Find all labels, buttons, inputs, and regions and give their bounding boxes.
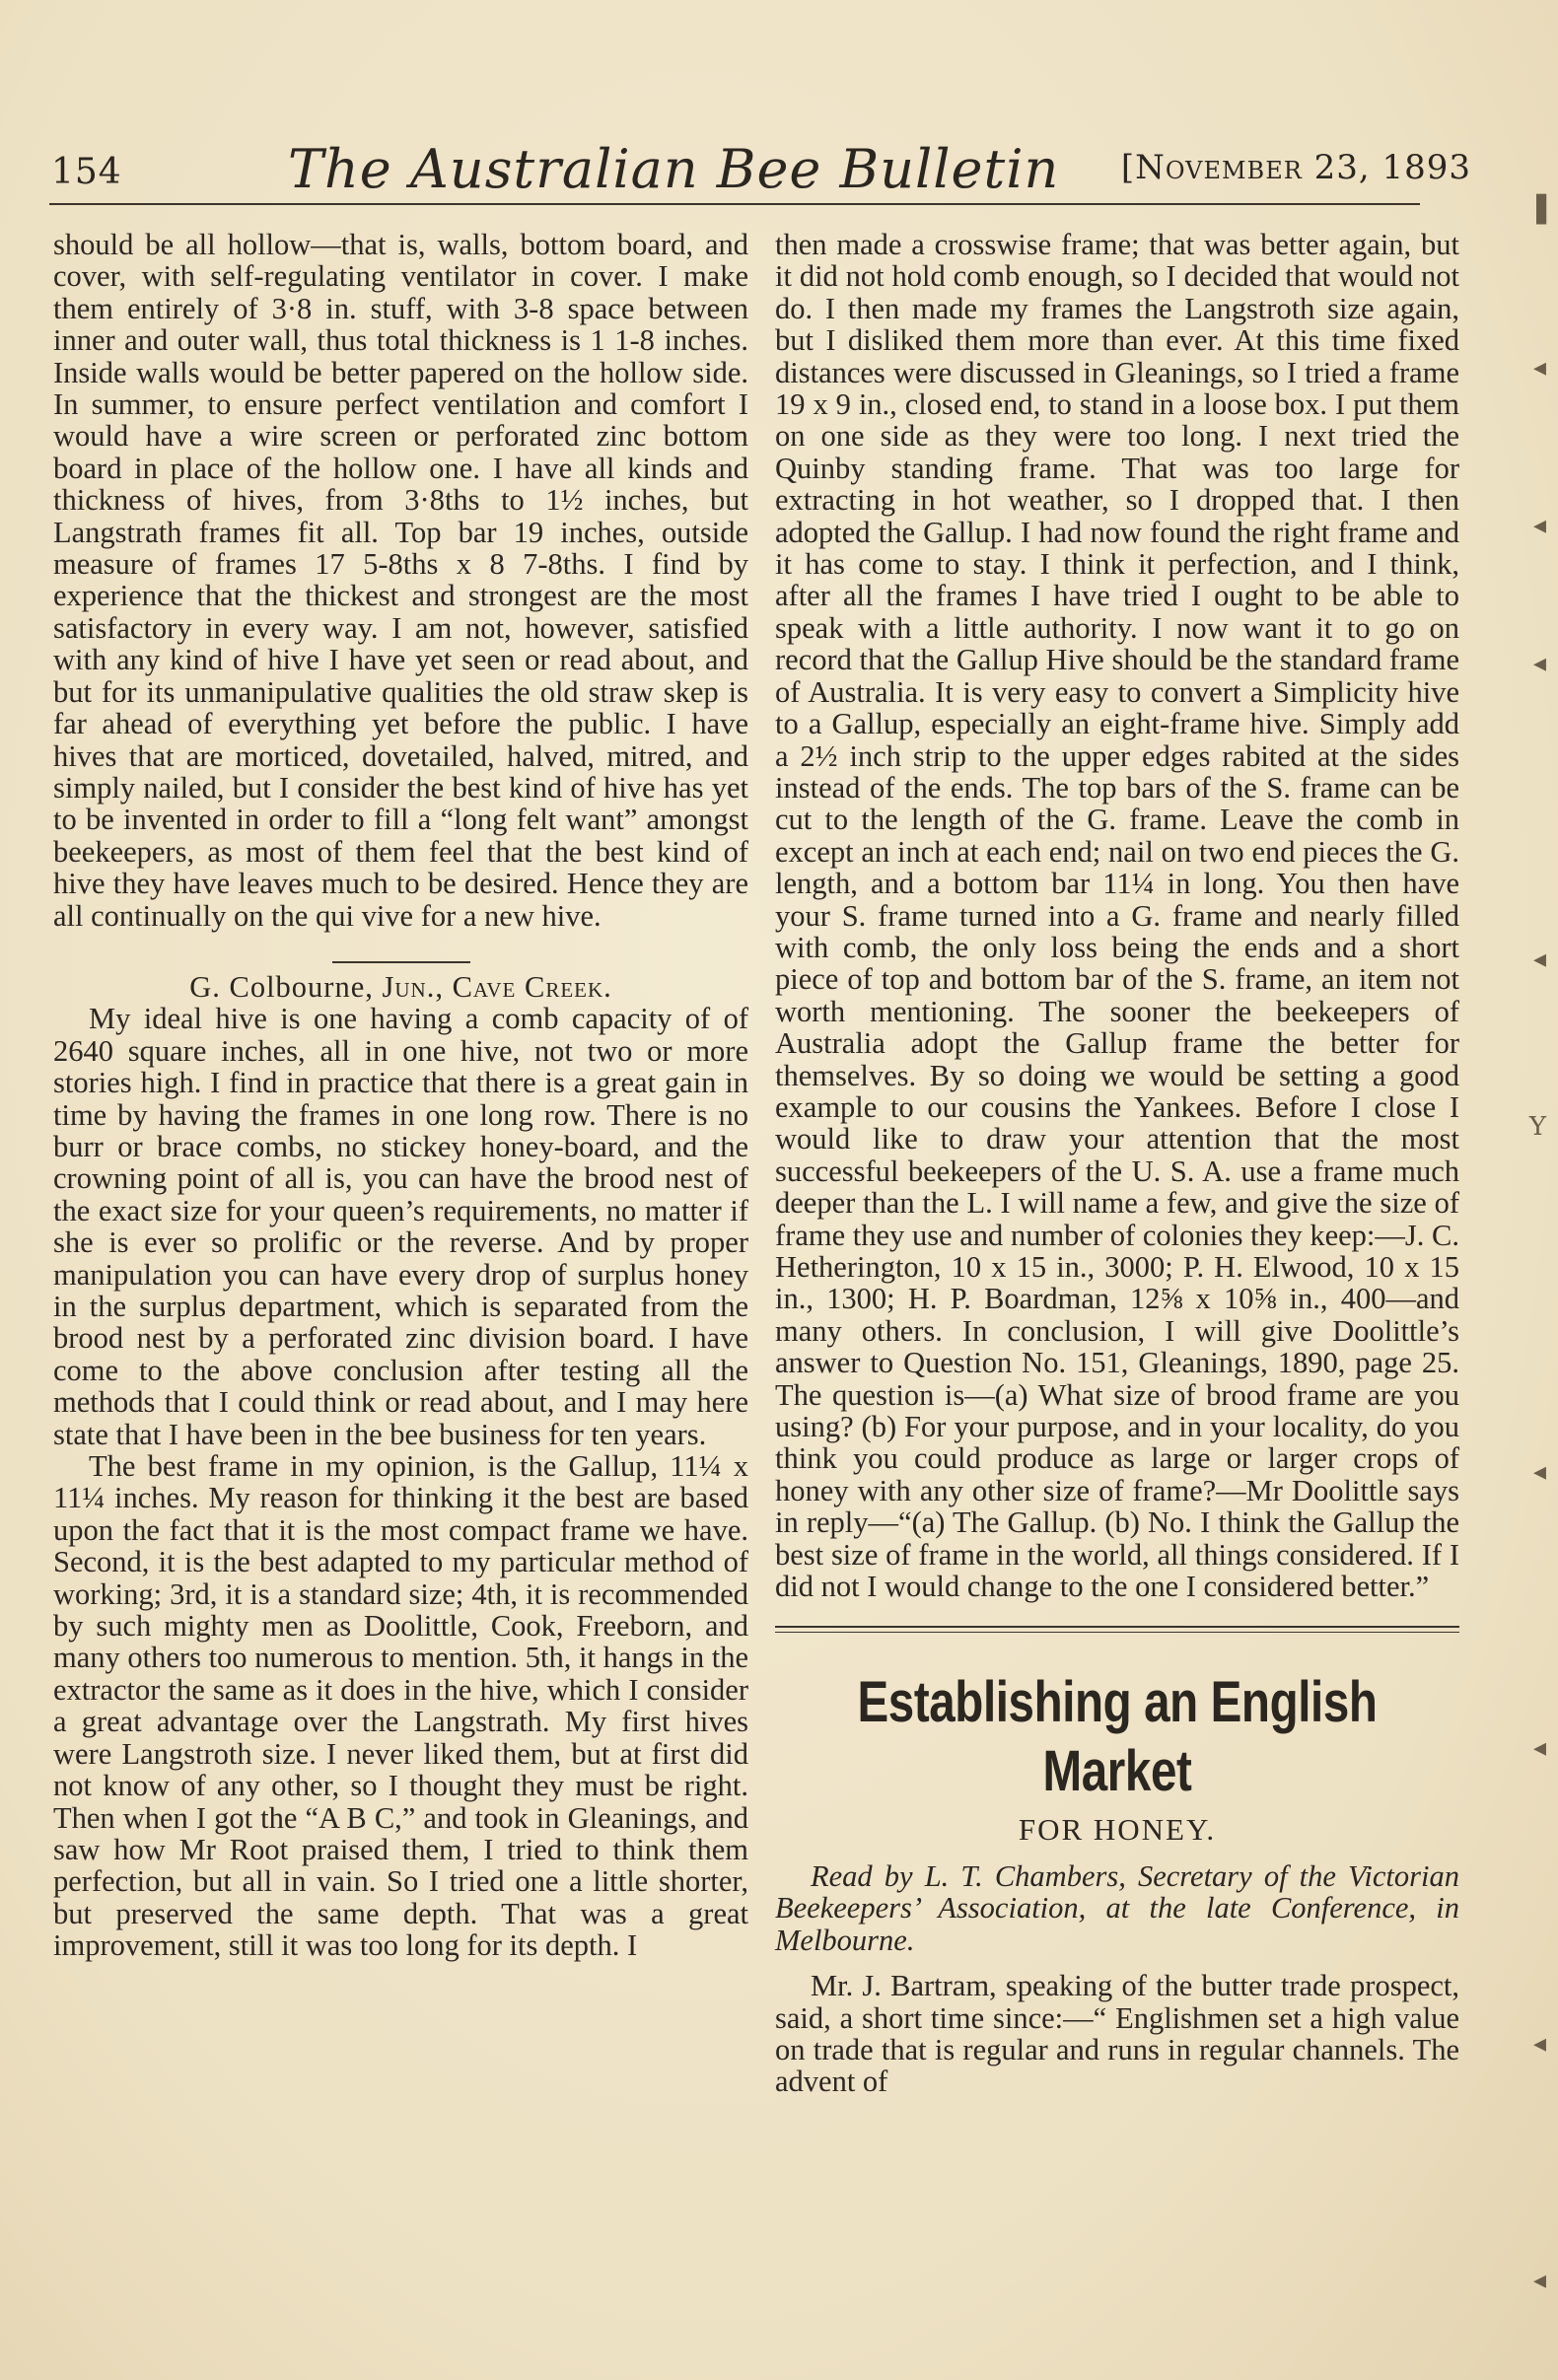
edge-mark: ◂ bbox=[1532, 353, 1546, 383]
edge-mark: ▐ bbox=[1526, 195, 1546, 225]
contributor-heading bbox=[53, 971, 748, 1003]
edge-mark: ◂ bbox=[1532, 2029, 1546, 2059]
issue-date: [November 23, 1893 bbox=[1120, 148, 1471, 187]
article-divider bbox=[775, 1626, 1459, 1628]
edge-mark: ◂ bbox=[1532, 1457, 1546, 1487]
edge-mark: ◂ bbox=[1532, 1733, 1546, 1763]
header-rule bbox=[49, 203, 1420, 205]
article-title: Establishing an English Market bbox=[857, 1670, 1378, 1804]
article-divider-thin bbox=[775, 1632, 1459, 1633]
page-header bbox=[51, 138, 1471, 207]
body-paragraph: then made a crosswise frame; that was better again, but it did not hold comb enough, so I decided that would not do. I then made my frames the Langstroth size again, but I disliked them more than ever. At this time fixed distances were discussed in Gleanings, so I tried a frame 19 x 9 in., closed end, to stand in a loose box. I put them on one side as they were too long. I next tried the Quinby standing frame. That was too large for extracting in hot weather, so I dropped that. I then adopted the Gallup. I had now found the right frame and it has come to stay. I think it perfection, and I think, after all the frames I have tried I ought to be able to speak with a little authority. I now want it to go on record that the Gallup Hive should be the standard frame of Australia. It is very easy to convert a Simplicity hive to a Gallup, especially an eight-frame hive. Simply add a 2½ inch strip to the upper edges rabited at the sides instead of the ends. The top bars of the S. frame can be cut to the length of the G. frame. Leave the comb in except an inch at each end; nail on two end pieces the G. length, and a bottom bar 11¼ in long. You then have your S. frame turned into a G. frame and nearly filled with comb, the only loss being the ends and a short piece of top and bottom bar of the S. frame, an item not worth mentioning. The sooner the beekeepers of Australia adopt the Gallup frame the better for themselves. By so doing we would be setting a good example to our cousins the Yankees. Before I close I would like to draw your attention that the most successful beekeepers of the U. S. A. use a frame much deeper than the L. I will name a few, and give the size of frame they use and number of colonies they keep:—J. C. Hetherington, 10 x 15 in., 3000; P. H. Elwood, 10 x 15 in., 1300; H. P. Boardman, 12⅝ x 10⅝ in., 400—and many others. In conclusion, I will give Doolittle’s answer to Question No. 151, Gleanings, 1890, page 25. The question is—(a) What size of brood frame are you using? (b) For your purpose, and in your locality, do you think you could produce as large or larger crops of honey with any other size of frame?—Mr Doolittle says in reply—“(a) The Gallup. (b) No. I think the Gallup the best size of frame in the world, all things considered. If I did not I would change to the one I considered better.” bbox=[775, 228, 1459, 1604]
edge-mark: ◂ bbox=[1532, 649, 1546, 678]
article-byline: Read by L. T. Chambers, Secretary of the Victorian Beekeepers’ Association, at the late Conference, in Melbourne. bbox=[775, 1858, 1459, 1957]
publication-title: The Australian Bee Bulletin bbox=[288, 138, 1060, 200]
article-subtitle: FOR HONEY. bbox=[1018, 1812, 1217, 1848]
edge-mark: ◂ bbox=[1532, 945, 1546, 974]
right-column bbox=[775, 229, 1459, 2098]
body-paragraph: My ideal hive is one having a comb capacity of of 2640 square inches, all in one hive, not two or more stories high. I find in practice that there is a great gain in time by having the frames in one long row. There is no burr or brace combs, no stickey honey-board, and the crowning point of all is, you can have the brood nest of the exact size for your queen’s requirements, no matter if she is ever so prolific or the reverse. And by proper manipulation you can have every drop of surplus honey in the surplus department, which is separated from the brood nest by a perforated zinc division board. I have come to the above conclusion after testing all the methods that I could think or read about, and I may here state that I have been in the bee business for ten years. bbox=[53, 1002, 748, 1451]
body-paragraph: The best frame in my opinion, is the Gallup, 11¼ x 11¼ inches. My reason for thinking it the best are based upon the fact that it is the most compact frame we have. Second, it is the best adapted to my particular method of working; 3rd, it is a standard size; 4th, it is recommended by such mighty men as Doolittle, Cook, Freeborn, and many others too numerous to mention. 5th, it hangs in the extractor the same as it does in the hive, which I consider a great advantage over the Langstrath. My first hives were Langstroth size. I never liked them, but at first did not know of any other, so I thought they must be right. Then when I got the “A B C,” and took in Gleanings, and saw how Mr Root praised them, I tried to think them perfection, but all in vain. So I tried one a little shorter, but preserved the same depth. That was a great improvement, still it was too long for its depth. I bbox=[53, 1449, 748, 1963]
edge-mark: ◂ bbox=[1532, 2266, 1546, 2295]
contributor-name: G. Colbourne, bbox=[189, 969, 374, 1004]
contributor-location: Jun., Cave Creek. bbox=[382, 969, 612, 1004]
page-edge-wear bbox=[1499, 0, 1558, 2380]
body-paragraph: should be all hollow—that is, walls, bottom board, and cover, with self-regulating ventilator in cover. I make them entirely of 3·8 in. stuff, with 3-8 space between inner and outer wall, thus total thickness is 1 1-8 inches. Inside walls would be better papered on the hollow side. In summer, to ensure perfect ventilation and comfort I would have a wire screen or perforated zinc bottom board in place of the hollow one. I have all kinds and thickness of hives, from 3·8ths to 1½ inches, but Langstrath frames fit all. Top bar 19 inches, outside measure of frames 17 5-8ths x 8 7-8ths. I find by experience that the thickest and strongest are the most satisfactory in every way. I am not, however, satisfied with any kind of hive I have yet seen or read about, and but for its unmanipulative qualities the old straw skep is far ahead of everything yet before the public. I have hives that are morticed, dovetailed, halved, mitred, and simply nailed, but I consider the best kind of hive has yet to be invented in order to fill a “long felt want” amongst beekeepers, as most of them feel that the best kind of hive they have leaves much to be desired. Hence they are all continually on the qui vive for a new hive. bbox=[53, 228, 748, 933]
body-paragraph: Mr. J. Bartram, speaking of the butter trade prospect, said, a short time since:—“ Englishmen set a high value on trade that is regular and runs in regular channels. The advent of bbox=[775, 1969, 1459, 2099]
left-column bbox=[53, 229, 748, 1962]
page-number: 154 bbox=[51, 152, 122, 192]
section-divider bbox=[332, 961, 470, 963]
edge-mark: Y bbox=[1528, 1112, 1546, 1142]
edge-mark: ◂ bbox=[1532, 511, 1546, 540]
